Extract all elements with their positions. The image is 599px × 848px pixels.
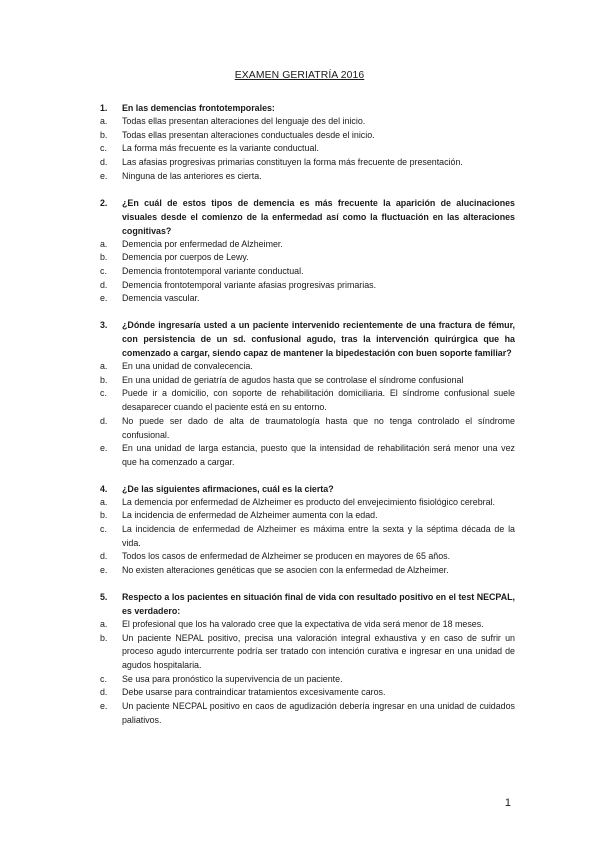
option-label: b. [100,252,108,263]
option-label: a. [100,496,108,507]
answer-option [100,129,515,143]
question-number: 4. [100,483,108,494]
answer-option [100,564,515,578]
option-label: d. [100,157,108,168]
question-text [100,101,515,115]
option-label: c. [100,388,107,399]
answer-option [100,632,515,673]
option-text: En una unidad de geriatría de agudos hasta que se controlase el síndrome confusional [122,374,464,385]
page-number: 1 [504,797,511,809]
answer-option [100,550,515,564]
answer-option [100,686,515,700]
answer-option [100,115,515,129]
option-label: b. [100,374,108,385]
answer-option [100,251,515,265]
answer-option [100,374,515,388]
option-text: Puede ir a domicilio, con soporte de rehabilitación domiciliaria. El síndrome confusional suele desaparecer cuando el paciente está en su entorno. [122,388,515,413]
option-label: d. [100,687,108,698]
option-label: a. [100,361,108,372]
question-number: 1. [100,103,108,113]
option-text: Todos los casos de enfermedad de Alzheimer se producen en mayores de 65 años. [122,551,451,562]
option-text: Debe usarse para contraindicar tratamientos excesivamente caros. [122,687,386,698]
question-number: 5. [100,591,108,602]
question-stem: En las demencias frontotemporales: [122,103,275,113]
answer-option [100,142,515,156]
answer-option [100,442,515,469]
answer-option [100,523,515,550]
answer-option [100,509,515,523]
option-text: Demencia vascular. [122,293,200,304]
question-list [100,101,515,740]
option-label: e. [100,565,108,576]
option-text: Un paciente NECPAL positivo en caos de agudización debería ingresar en una unidad de cuidados paliativos. [122,701,515,725]
option-label: d. [100,551,108,562]
option-text: En una unidad de convalecencia. [122,361,253,372]
option-label: c. [100,673,107,684]
option-text: Las afasias progresivas primarias constituyen la forma más frecuente de presentación. [122,157,463,168]
option-text: No puede ser dado de alta de traumatología hasta que no tenga controlado el síndrome confusional. [122,415,515,440]
option-text: Demencia frontotemporal variante conductual. [122,265,304,276]
option-label: a. [100,238,108,249]
answer-option [100,292,515,306]
question-text [100,590,515,618]
option-text: Un paciente NEPAL positivo, precisa una valoración integral exhaustiva y en caso de sufrir un proceso agudo intercurrente podría ser tratado con intención curativa e ingresar en una unidad de agudos hospitalaria. [122,632,515,670]
option-text: La forma más frecuente es la variante conductual. [122,143,319,154]
option-text: Ninguna de las anteriores es cierta. [122,170,262,181]
document-title: EXAMEN GERIATRÍA 2016 [234,70,365,81]
option-text: Todas ellas presentan alteraciones conductuales desde el inicio. [122,129,375,140]
question-text [100,482,515,496]
question-5 [100,590,515,728]
option-text: La incidencia de enfermedad de Alzheimer es máxima entre la sexta y la séptima década de la vida. [122,524,515,548]
question-4 [100,482,515,578]
option-text: Se usa para pronóstico la supervivencia de un paciente. [122,673,343,684]
answer-option [100,238,515,252]
question-3 [100,318,515,470]
option-label: c. [100,524,107,535]
option-text: Demencia por enfermedad de Alzheimer. [122,238,283,249]
question-text [100,318,515,360]
answer-option [100,279,515,293]
question-stem: ¿Dónde ingresaría usted a un paciente intervenido recientemente de una fractura de fémur, con persistencia de un sd. confusional agudo, tras la intervención quirúrgica que ha comenzado a cargar, siendo capaz de mantener la bipedestación con buen soporte familiar? [122,320,515,359]
option-label: e. [100,293,108,304]
option-label: b. [100,129,108,140]
answer-option [100,415,515,442]
option-text: El profesional que los ha valorado cree que la expectativa de vida será menor de 18 meses. [122,618,484,629]
option-label: c. [100,143,107,154]
answer-option [100,387,515,414]
question-2 [100,196,515,307]
question-number: 2. [100,197,108,208]
answer-option [100,618,515,632]
question-text [100,196,515,238]
option-text: La demencia por enfermedad de Alzheimer es producto del envejecimiento fisiológico cerebral. [122,496,495,507]
answer-option [100,496,515,510]
answer-option [100,156,515,170]
option-label: c. [100,265,107,276]
option-text: No existen alteraciones genéticas que se asocien con la enfermedad de Alzheimer. [122,565,449,576]
option-label: a. [100,618,108,629]
option-label: e. [100,170,108,181]
option-label: e. [100,443,108,454]
question-stem: Respecto a los pacientes en situación final de vida con resultado positivo en el test NECPAL, es verdadero: [122,591,515,616]
answer-option [100,265,515,279]
option-label: d. [100,279,108,290]
option-label: b. [100,632,108,643]
option-text: En una unidad de larga estancia, puesto que la intensidad de rehabilitación será menor una vez que ha comenzado a cargar. [122,443,515,467]
option-label: e. [100,701,108,712]
option-label: a. [100,116,108,126]
option-text: Demencia frontotemporal variante afasias progresivas primarias. [122,279,377,290]
option-text: Todas ellas presentan alteraciones del lenguaje des del inicio. [122,116,366,126]
question-1 [100,101,515,184]
answer-option [100,360,515,374]
option-text: Demencia por cuerpos de Lewy. [122,252,249,263]
question-stem: ¿En cuál de estos tipos de demencia es más frecuente la aparición de alucinaciones visuales desde el comienzo de la enfermedad así como la fluctuación en las alteraciones cognitivas? [122,197,515,236]
answer-option [100,700,515,727]
option-text: La incidencia de enfermedad de Alzheimer aumenta con la edad. [122,510,378,521]
question-number: 3. [100,320,108,331]
option-label: d. [100,415,108,426]
option-label: b. [100,510,108,521]
answer-option [100,673,515,687]
answer-option [100,170,515,184]
question-stem: ¿De las siguientes afirmaciones, cuál es la cierta? [122,483,334,494]
